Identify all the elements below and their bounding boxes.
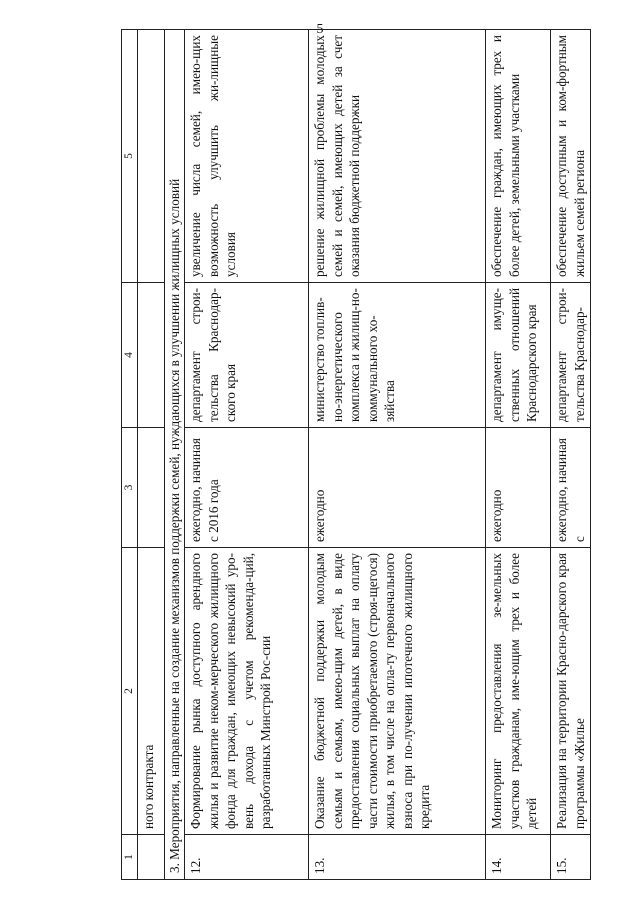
cell-result [138, 30, 165, 283]
cell-executor: департамент строи-тельства Краснодар- [551, 283, 591, 428]
header-cell: 4 [122, 283, 138, 428]
rotated-table-container [121, 30, 610, 880]
cell-num: 12. [185, 835, 309, 880]
continuation-row [138, 30, 165, 880]
header-cell: 2 [122, 548, 138, 835]
cell-measure: ного контракта [138, 548, 165, 835]
section-row [165, 30, 185, 880]
cell-executor [138, 283, 165, 428]
header-cell: 1 [122, 835, 138, 880]
cell-measure: Реализация на территории Красно-дарского края программы «Жилье [551, 548, 591, 835]
cell-num [138, 835, 165, 880]
cell-executor: департамент строи-тельства Краснодар-ского края [185, 283, 309, 428]
cell-result: обеспечение граждан, имеющих трех и более детей, земельными участками [486, 30, 551, 283]
table-row [486, 30, 551, 880]
cell-measure: Формирование рынка доступного арендного жилья и развитие неком-мерческого жилищного фонда для граждан, имеющих невысокий уро-вень дохода с учетом рекоменда-ций, разработанных Минстрой Рос-сии [185, 548, 309, 835]
cell-result: решение жилищной проблемы молодых семей и семей, имеющих детей за счет оказания бюджетной поддержки [309, 30, 486, 283]
header-cell: 5 [122, 30, 138, 283]
cell-result: увеличение числа семей, имею-щих возможность улучшить жи-лищные условия [185, 30, 309, 283]
header-cell: 3 [122, 428, 138, 548]
cell-measure: Оказание бюджетной поддержки молодым семьям и семьям, имею-щим детей, в виде предоставления социальных выплат на оплату части стоимости приобретаемого (строя-щегося) жилья, в том числе на опла-ту первоначального взноса при по-лучении ипотечного жилищного кредита [309, 548, 486, 835]
measures-table [121, 29, 591, 880]
table-row [551, 30, 591, 880]
table-row [309, 30, 486, 880]
cell-period [138, 428, 165, 548]
page-number: 5 [316, 22, 324, 37]
cell-num: 13. [309, 835, 486, 880]
cell-period: ежегодно, начиная с [551, 428, 591, 548]
cell-period: ежегодно [309, 428, 486, 548]
header-row [122, 30, 138, 880]
section-heading: 3. Мероприятия, направленные на создание механизмов поддержки семей, нуждающихся в улучшении жилищных условий [165, 30, 185, 880]
cell-period: ежегодно, начиная с 2016 года [185, 428, 309, 548]
cell-executor: департамент имуще-ственных отношений Краснодарского края [486, 283, 551, 428]
cell-result: обеспечение доступным и ком-фортным жильем семей региона [551, 30, 591, 283]
cell-period: ежегодно [486, 428, 551, 548]
cell-executor: министерство топлив-но-энергетического комплекса и жилищ-но-коммунального хо-зяйства [309, 283, 486, 428]
table-row [185, 30, 309, 880]
cell-num: 15. [551, 835, 591, 880]
cell-num: 14. [486, 835, 551, 880]
cell-measure: Мониторинг предоставления зе-мельных участков гражданам, име-ющим трех и более детей [486, 548, 551, 835]
